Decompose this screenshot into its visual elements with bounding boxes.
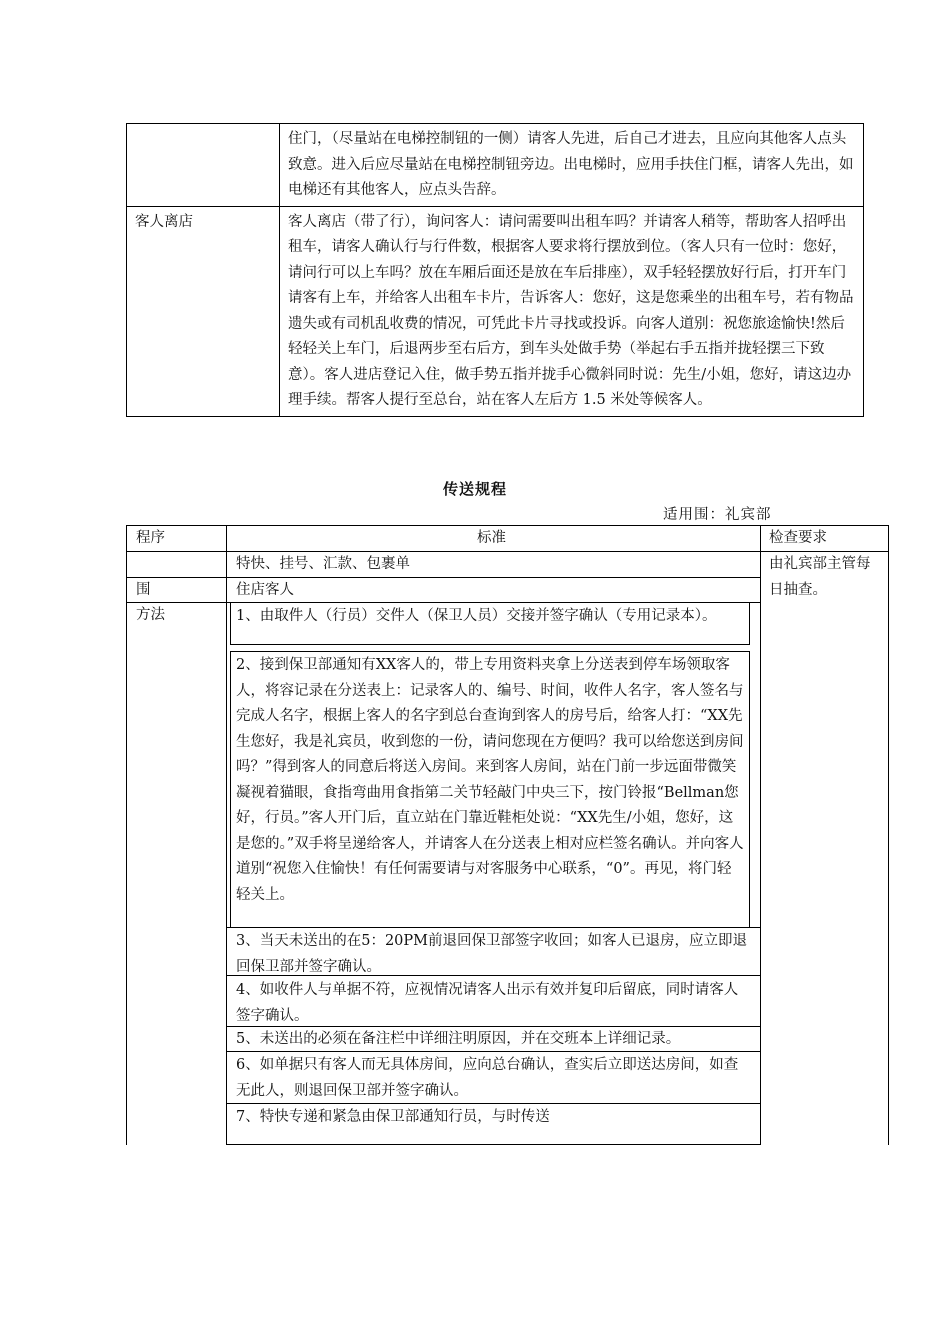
table-row <box>127 206 864 416</box>
method-step-1: 1、由取件人（行员）交件人（保卫人员）交接并签字确认（专用记录本）。 <box>236 608 717 624</box>
divider <box>749 651 750 927</box>
divider <box>760 525 761 1145</box>
check-requirement: 由礼宾部主管每日抽查。 <box>769 556 871 598</box>
row-text-scope: 住店客人 <box>236 582 294 598</box>
divider <box>226 927 760 928</box>
header-check: 检查要求 <box>769 530 827 546</box>
divider <box>226 1144 760 1145</box>
row-text: 住门，（尽量站在电梯控制钮的一侧）请客人先进，后自己才进去，且应向其他客人点头致意。进入后应尽量站在电梯控制钮旁边。出电梯时，应用手扶住门框，请客人先出，如电梯还有其他客人，应点头告辞。 <box>280 124 864 207</box>
row-text-items: 特快、挂号、汇款、包裹单 <box>236 556 410 572</box>
method-step-4: 4、如收件人与单据不符，应视情况请客人出示有效并复印后留底，同时请客人签字确认。 <box>236 982 739 1024</box>
row-key-scope: 围 <box>136 582 151 598</box>
divider <box>230 602 231 644</box>
section-title: 传送规程 <box>442 480 507 498</box>
divider <box>888 525 889 1145</box>
row-key <box>127 124 280 207</box>
divider <box>126 577 760 578</box>
method-step-2: 2、接到保卫部通知有XX客人的，带上专用资料夹拿上分送表到停车场领取客人，将容记录在分送表上：记录客人的、编号、时间，收件人名字，客人签名与完成人名字，根据上客人的名字到总台查询到客人的房号后，给客人打：“XX先生您好，我是礼宾员，收到您的一份，请问您现在方便吗？我可以给您送到房间吗？”得到客人的同意后将送入房间。来到客人房间，站在门前一步远面带微笑凝视着猫眼，食指弯曲用食指第二关节轻敲门中央三下，按门铃报“Bellman您好，行员。”客人开门后，直立站在门靠近鞋柜处说：“XX先生/小姐，您好，这是您的。”双手将呈递给客人，并请客人在分送表上相对应栏签名确认。并向客人道别“祝您入住愉快！有任何需要请与对客服务中心联系，“0”。再见，将门轻轻关上。 <box>236 657 744 903</box>
divider <box>230 651 231 927</box>
header-procedure: 程序 <box>136 530 165 546</box>
divider <box>230 644 750 645</box>
divider <box>126 602 760 603</box>
method-step-7: 7、特快专递和紧急由保卫部通知行员，与时传送 <box>236 1109 550 1125</box>
row-text-guest-departure: 客人离店（带了行），询问客人：请问需要叫出租车吗？并请客人稍等，帮助客人招呼出租车，请客人确认行与行件数，根据客人要求将行摆放到位。（客人只有一位时：您好，请问行可以上车吗？放在车厢后面还是放在车后排座），双手轻轻摆放好行后，打开车门请客有上车，并给客人出租车卡片，告诉客人：您好，这是您乘坐的出租车号，若有物品遗失或有司机乱收费的情况，可凭此卡片寻找或投诉。向客人道别：祝您旅途愉快!然后轻轻关上车门，后退两步至右后方，到车头处做手势（举起右手五指并拢轻摆三下致意）。客人进店登记入住，做手势五指并拢手心微斜同时说：先生/小姐，您好，请这边办理手续。帮客人提行至总台，站在客人左后方 1.5 米处等候客人。 <box>280 206 864 416</box>
header-standard: 标准 <box>477 530 506 546</box>
divider <box>749 602 750 644</box>
divider <box>126 525 127 1145</box>
scope-label: 适用围：礼宾部 <box>663 507 772 523</box>
method-step-6: 6、如单据只有客人而无具体房间，应向总台确认，查实后立即送达房间，如查无此人，则退回保卫部并签字确认。 <box>236 1057 739 1099</box>
method-step-5: 5、未送出的必须在备注栏中详细注明原因，并在交班本上详细记录。 <box>236 1031 681 1047</box>
row-key-guest-departure: 客人离店 <box>127 206 280 416</box>
method-step-3: 3、当天未送出的在5：20PM前退回保卫部签字收回；如客人已退房，应立即退回保卫部并签字确认。 <box>236 933 748 975</box>
table-row <box>127 124 864 207</box>
divider <box>230 651 750 652</box>
row-key-method: 方法 <box>136 607 165 623</box>
divider <box>226 525 227 1145</box>
table-departure-procedure <box>126 123 864 417</box>
